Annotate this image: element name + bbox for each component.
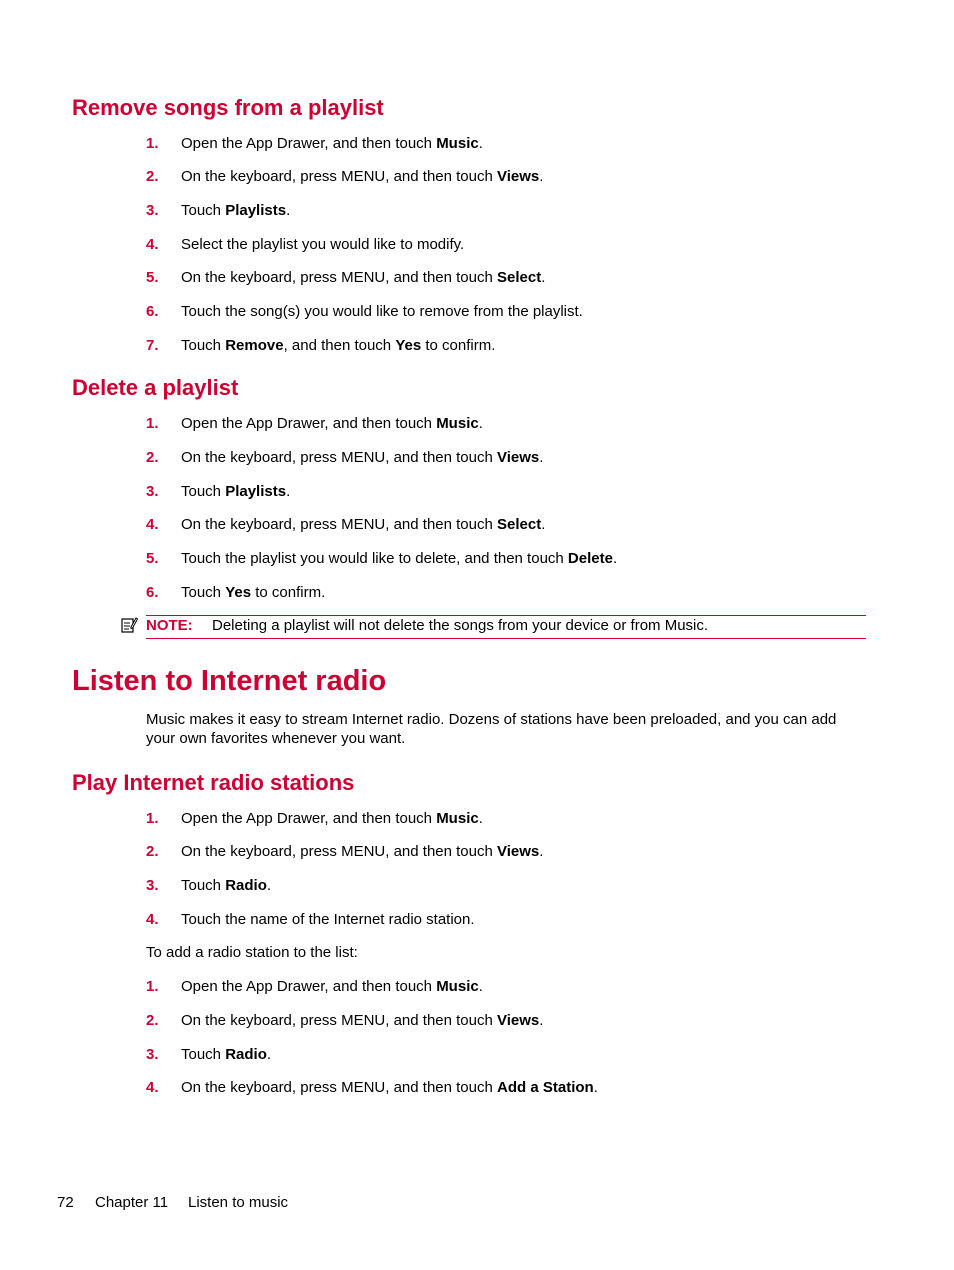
step-number: 4. <box>146 911 159 928</box>
step-text: On the keyboard, press MENU, and then touch Views. <box>181 1012 544 1029</box>
note-text: Deleting a playlist will not delete the songs from your device or from Music. <box>212 617 709 634</box>
step-text: On the keyboard, press MENU, and then touch Add a Station. <box>181 1079 598 1096</box>
step-text: Open the App Drawer, and then touch Music. <box>181 415 483 432</box>
add-station-intro: To add a radio station to the list: <box>146 944 358 961</box>
step-number: 1. <box>146 135 159 152</box>
step-text: Open the App Drawer, and then touch Music. <box>181 978 483 995</box>
chapter-heading: Listen to Internet radio <box>72 665 387 697</box>
step-number: 5. <box>146 269 159 286</box>
step-number: 6. <box>146 584 159 601</box>
step-text: Touch Playlists. <box>181 202 291 219</box>
step-text: On the keyboard, press MENU, and then touch Views. <box>181 449 544 466</box>
section-heading-remove-songs: Remove songs from a playlist <box>72 95 384 120</box>
step-number: 4. <box>146 1079 159 1096</box>
step-number: 1. <box>146 810 159 827</box>
note-icon <box>120 616 138 634</box>
step-number: 2. <box>146 1012 159 1029</box>
footer-chapter-title: Listen to music <box>188 1194 289 1211</box>
page-number: 72 <box>57 1194 74 1211</box>
step-number: 5. <box>146 550 159 567</box>
step-text: Touch the song(s) you would like to remove from the playlist. <box>181 303 583 320</box>
section-heading-delete-playlist: Delete a playlist <box>72 375 239 400</box>
note-label: NOTE: <box>146 617 193 634</box>
step-text: Open the App Drawer, and then touch Music. <box>181 135 483 152</box>
step-number: 2. <box>146 449 159 466</box>
step-number: 3. <box>146 483 159 500</box>
step-number: 2. <box>146 168 159 185</box>
step-text: Touch Radio. <box>181 877 272 894</box>
step-text: Touch Playlists. <box>181 483 291 500</box>
step-text: Touch Remove, and then touch Yes to confirm. <box>181 337 496 354</box>
step-text: On the keyboard, press MENU, and then touch Views. <box>181 168 544 185</box>
step-text: On the keyboard, press MENU, and then touch Views. <box>181 843 544 860</box>
step-number: 6. <box>146 303 159 320</box>
step-number: 2. <box>146 843 159 860</box>
step-number: 3. <box>146 1046 159 1063</box>
step-text: Touch Yes to confirm. <box>181 584 326 601</box>
step-text: Select the playlist you would like to modify. <box>181 236 465 253</box>
step-text: On the keyboard, press MENU, and then touch Select. <box>181 516 546 533</box>
step-number: 7. <box>146 337 159 354</box>
step-text: Touch the playlist you would like to delete, and then touch Delete. <box>181 550 618 567</box>
step-text: Open the App Drawer, and then touch Music. <box>181 810 483 827</box>
step-number: 1. <box>146 978 159 995</box>
step-text: On the keyboard, press MENU, and then touch Select. <box>181 269 546 286</box>
step-number: 1. <box>146 415 159 432</box>
step-number: 3. <box>146 202 159 219</box>
footer-chapter: Chapter 11 <box>95 1194 169 1211</box>
section-heading-play-radio: Play Internet radio stations <box>72 770 355 795</box>
step-text: Touch the name of the Internet radio station. <box>181 911 475 928</box>
step-number: 3. <box>146 877 159 894</box>
step-number: 4. <box>146 236 159 253</box>
intro-paragraph: Music makes it easy to stream Internet radio. Dozens of stations have been preloaded, and you can add your own favorites whenever you want. <box>146 711 837 747</box>
step-text: Touch Radio. <box>181 1046 272 1063</box>
step-number: 4. <box>146 516 159 533</box>
